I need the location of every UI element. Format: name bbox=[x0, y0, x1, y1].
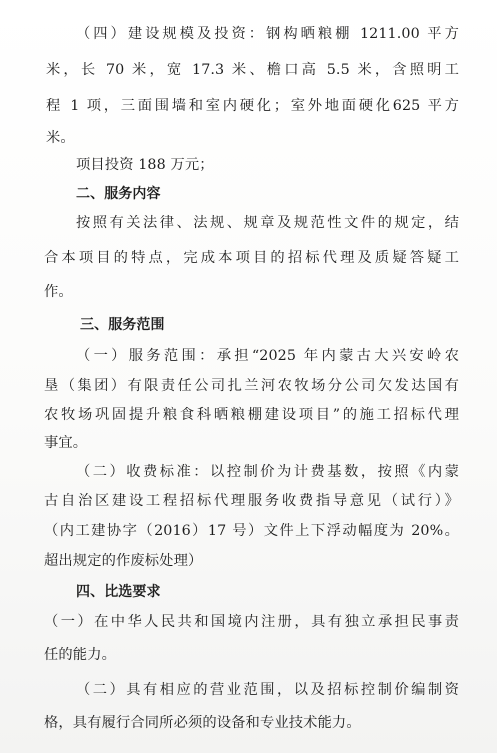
para-scale-line-3: 程 1 项，三面围墙和室内硬化；室外地面硬化625 平方 bbox=[46, 98, 459, 114]
para-scale-line-4: 米。 bbox=[46, 130, 75, 146]
investment-line: 项目投资 188 万元； bbox=[76, 157, 214, 173]
para-scale-line-1: （四）建设规模及投资：钢构晒粮棚 1211.00 平方 bbox=[76, 26, 459, 42]
heading-service-content: 二、服务内容 bbox=[76, 186, 161, 202]
heading-selection-requirements: 四、比选要求 bbox=[76, 584, 161, 600]
service-content-line-1: 按照有关法律、法规、规章及规范性文件的规定，结 bbox=[76, 215, 459, 231]
service-content-line-3: 作。 bbox=[44, 284, 73, 300]
scope-line-4: 事宜。 bbox=[44, 435, 88, 451]
para-scale-line-2: 米，长 70 米，宽 17.3 米、檐口高 5.5 米，含照明工 bbox=[46, 62, 459, 78]
req-line-4: 格，具有履行合同所必须的设备和专业技术能力。 bbox=[44, 715, 361, 731]
fee-line-4: 超出规定的作废标处理） bbox=[44, 553, 203, 569]
scope-line-3: 农牧场巩固提升粮食科晒粮棚建设项目”的施工招标代理 bbox=[44, 407, 459, 423]
fee-line-3: （内工建协字（2016）17 号）文件上下浮动幅度为 20%。 bbox=[44, 523, 459, 539]
fee-line-2: 古自治区建设工程招标代理服务收费指导意见（试行）》 bbox=[44, 493, 459, 509]
req-line-3: （二）具有相应的营业范围，以及招标控制价编制资 bbox=[76, 682, 459, 698]
fee-line-1: （二）收费标准：以控制价为计费基数，按照《内蒙 bbox=[76, 464, 459, 480]
req-line-1: （一）在中华人民共和国境内注册，具有独立承担民事责 bbox=[44, 614, 459, 630]
scope-line-1: （一）服务范围：承担“2025 年内蒙古大兴安岭农 bbox=[76, 348, 459, 364]
req-line-2: 任的能力。 bbox=[44, 647, 116, 663]
heading-service-scope: 三、服务范围 bbox=[80, 317, 165, 333]
service-content-line-2: 合本项目的特点，完成本项目的招标代理及质疑答疑工 bbox=[44, 250, 459, 266]
scope-line-2: 垦（集团）有限责任公司扎兰河农牧场分公司欠发达国有 bbox=[44, 378, 459, 394]
